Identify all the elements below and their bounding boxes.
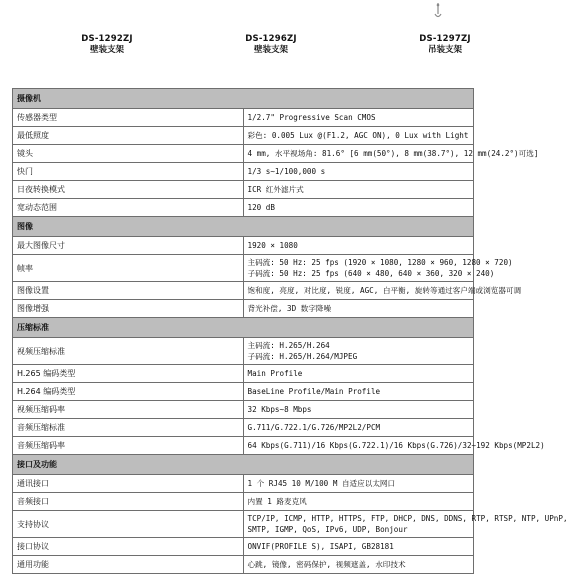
spec-value-line: TCP/IP, ICMP, HTTP, HTTPS, FTP, DHCP, DNS, DDNS, RTP, RTSP, NTP, UPnP, bbox=[247, 514, 568, 523]
spec-value bbox=[243, 127, 474, 145]
spec-row bbox=[13, 300, 474, 318]
spec-value bbox=[243, 437, 545, 455]
mount-column bbox=[236, 34, 306, 56]
spec-value-line: 子码流: H.265/H.264/MJPEG bbox=[247, 352, 358, 361]
section-header bbox=[13, 318, 474, 338]
section-title: 图像 bbox=[13, 217, 474, 237]
spec-label: 日夜转换模式 bbox=[13, 181, 244, 199]
spec-value-line: 主码流: 50 Hz: 25 fps (1920 × 1080, 1280 × 960, 1280 × 720) bbox=[247, 258, 513, 267]
spec-value-line: SMTP, IGMP, QoS, IPv6, UDP, Bonjour bbox=[247, 525, 408, 534]
spec-row bbox=[13, 282, 474, 300]
spec-row bbox=[13, 145, 474, 163]
spec-value bbox=[243, 282, 522, 300]
spec-row bbox=[13, 511, 474, 538]
spec-row bbox=[13, 556, 474, 574]
spec-value-line: 1920 × 1080 bbox=[247, 241, 298, 250]
spec-label: 传感器类型 bbox=[13, 109, 244, 127]
spec-label: 镜头 bbox=[13, 145, 244, 163]
spec-row bbox=[13, 163, 474, 181]
mount-type: 壁装支架 bbox=[89, 45, 124, 55]
spec-row bbox=[13, 199, 474, 217]
spec-label: 快门 bbox=[13, 163, 244, 181]
spec-row bbox=[13, 338, 474, 365]
spec-value bbox=[243, 475, 474, 493]
spec-value bbox=[243, 338, 474, 365]
mount-header bbox=[0, 34, 500, 74]
spec-label: 通用功能 bbox=[13, 556, 244, 574]
spec-label: 视频压缩标准 bbox=[13, 338, 244, 365]
spec-label: 最大图像尺寸 bbox=[13, 237, 244, 255]
spec-label: 视频压缩码率 bbox=[13, 401, 244, 419]
spec-row bbox=[13, 383, 474, 401]
spec-value bbox=[243, 383, 474, 401]
spec-value bbox=[243, 556, 474, 574]
spec-value-line: 主码流: H.265/H.264 bbox=[247, 341, 330, 350]
spec-value-line: 64 Kbps(G.711)/16 Kbps(G.722.1)/16 Kbps(G.726)/32~192 Kbps(MP2L2) bbox=[247, 441, 545, 450]
spec-label: 支持协议 bbox=[13, 511, 244, 538]
spec-table bbox=[12, 88, 568, 574]
spec-value-line: 1/3 s~1/100,000 s bbox=[247, 167, 326, 176]
spec-value-line: 子码流: 50 Hz: 25 fps (640 × 480, 640 × 360, 320 × 240) bbox=[247, 269, 495, 278]
spec-value-line: G.711/G.722.1/G.726/MP2L2/PCM bbox=[247, 423, 381, 432]
section-header bbox=[13, 217, 474, 237]
spec-value-line: 120 dB bbox=[247, 203, 275, 212]
spec-value bbox=[243, 255, 513, 282]
spec-row bbox=[13, 365, 474, 383]
bracket-mark-icon bbox=[432, 2, 444, 20]
spec-value bbox=[243, 365, 474, 383]
spec-row bbox=[13, 493, 474, 511]
spec-row bbox=[13, 401, 474, 419]
spec-value-line: BaseLine Profile/Main Profile bbox=[247, 387, 381, 396]
spec-row bbox=[13, 437, 474, 455]
spec-value-line: 1/2.7" Progressive Scan CMOS bbox=[247, 113, 376, 122]
spec-value-line: 彩色: 0.005 Lux @(F1.2, AGC ON), 0 Lux with Light bbox=[247, 131, 469, 140]
section-header bbox=[13, 455, 474, 475]
spec-value bbox=[243, 145, 539, 163]
spec-value bbox=[243, 300, 474, 318]
spec-label: H.264 编码类型 bbox=[13, 383, 244, 401]
section-header bbox=[13, 89, 474, 109]
spec-value-line: ICR 红外滤片式 bbox=[247, 185, 304, 194]
spec-label: 图像增强 bbox=[13, 300, 244, 318]
spec-value bbox=[243, 493, 474, 511]
spec-label: 接口协议 bbox=[13, 538, 244, 556]
spec-label: 图像设置 bbox=[13, 282, 244, 300]
mount-type: 吊装支架 bbox=[427, 45, 462, 55]
spec-label: 音频接口 bbox=[13, 493, 244, 511]
spec-row bbox=[13, 475, 474, 493]
spec-value-line: 心跳, 镜像, 密码保护, 视频遮盖, 水印技术 bbox=[247, 560, 406, 569]
spec-value-line: Main Profile bbox=[247, 369, 303, 378]
spec-label: 最低照度 bbox=[13, 127, 244, 145]
mount-model: DS-1297ZJ bbox=[419, 34, 471, 44]
spec-value-line: 饱和度, 亮度, 对比度, 锐度, AGC, 白平衡, 旋转等通过客户端或浏览器可调 bbox=[247, 286, 522, 295]
spec-label: 音频压缩标准 bbox=[13, 419, 244, 437]
spec-label: 音频压缩码率 bbox=[13, 437, 244, 455]
spec-row bbox=[13, 109, 474, 127]
section-title: 摄像机 bbox=[13, 89, 474, 109]
section-title: 接口及功能 bbox=[13, 455, 474, 475]
spec-value bbox=[243, 511, 568, 538]
spec-label: 宽动态范围 bbox=[13, 199, 244, 217]
spec-row bbox=[13, 127, 474, 145]
mount-column bbox=[410, 34, 480, 56]
spec-row bbox=[13, 237, 474, 255]
spec-value-line: 4 mm, 水平视场角: 81.6° [6 mm(50°), 8 mm(38.7°), 12 mm(24.2°)可选] bbox=[247, 149, 539, 158]
spec-value bbox=[243, 181, 474, 199]
mount-type: 壁装支架 bbox=[253, 45, 288, 55]
spec-row bbox=[13, 255, 474, 282]
mount-column bbox=[72, 34, 142, 56]
spec-label: H.265 编码类型 bbox=[13, 365, 244, 383]
spec-value bbox=[243, 199, 474, 217]
spec-value-line: 背光补偿, 3D 数字降噪 bbox=[247, 304, 332, 313]
mount-model: DS-1296ZJ bbox=[245, 34, 297, 44]
spec-value-line: 内置 1 路麦克风 bbox=[247, 497, 307, 506]
spec-label: 帧率 bbox=[13, 255, 244, 282]
spec-value-line: ONVIF(PROFILE S), ISAPI, GB28181 bbox=[247, 542, 394, 551]
spec-value bbox=[243, 401, 474, 419]
spec-value bbox=[243, 538, 474, 556]
spec-value bbox=[243, 237, 474, 255]
spec-value bbox=[243, 419, 474, 437]
spec-row bbox=[13, 538, 474, 556]
spec-value bbox=[243, 109, 474, 127]
spec-value bbox=[243, 163, 474, 181]
spec-row bbox=[13, 419, 474, 437]
spec-value-line: 32 Kbps~8 Mbps bbox=[247, 405, 312, 414]
mount-model: DS-1292ZJ bbox=[81, 34, 133, 44]
spec-value-line: 1 个 RJ45 10 M/100 M 自适应以太网口 bbox=[247, 479, 396, 488]
spec-row bbox=[13, 181, 474, 199]
section-title: 压缩标准 bbox=[13, 318, 474, 338]
spec-label: 通讯接口 bbox=[13, 475, 244, 493]
